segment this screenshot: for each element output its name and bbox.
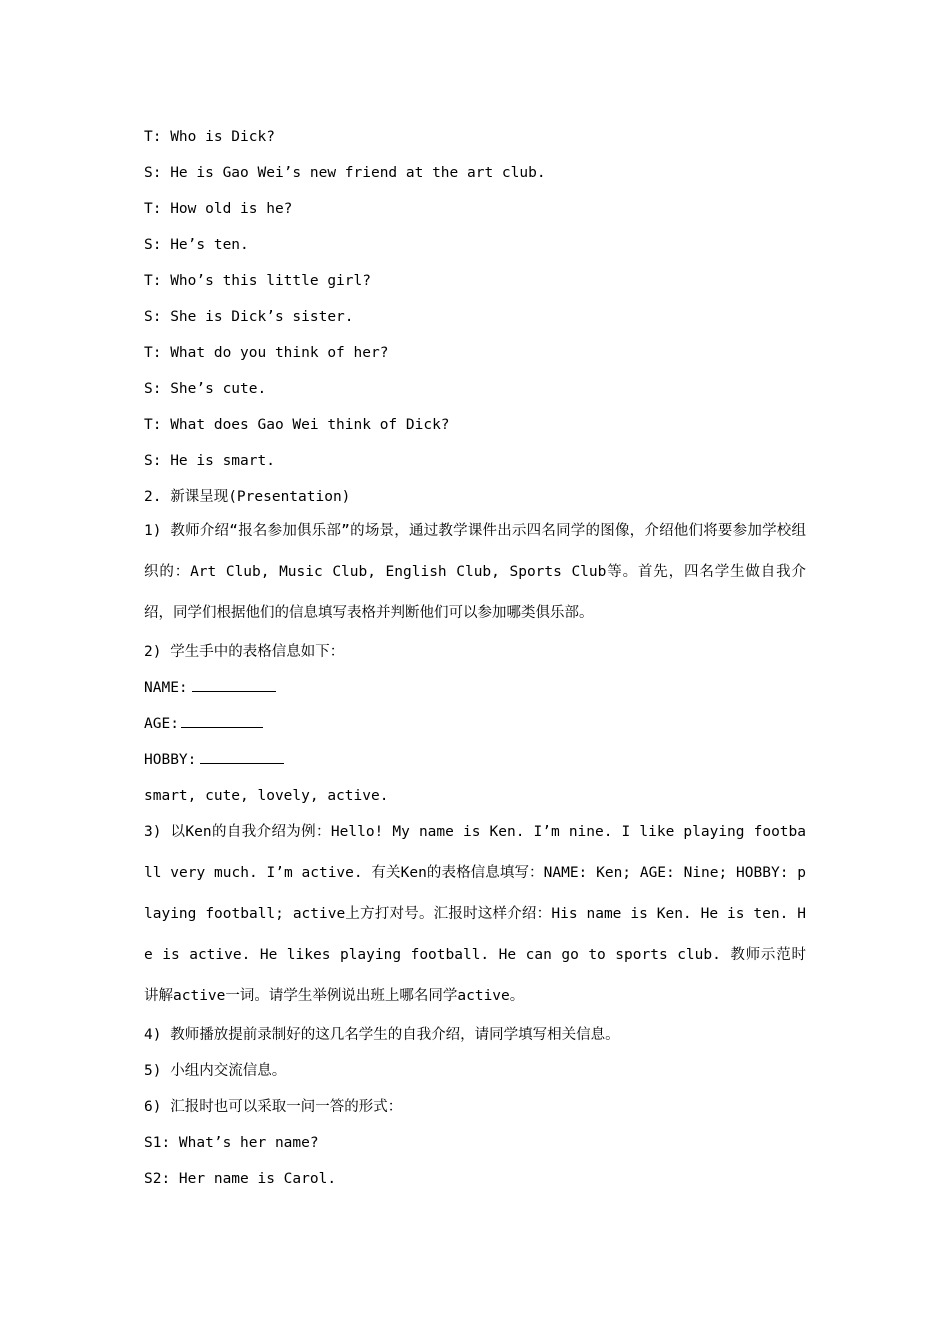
dialogue-line: T: Who’s this little girl? [144,273,371,289]
dialogue-line: T: Who is Dick? [144,129,275,145]
dialogue-line: T: What do you think of her? [144,345,389,361]
step-5-line: 5) 小组内交流信息。 [144,1063,287,1079]
form-age-row [144,706,806,742]
document-page [144,119,806,1197]
form-hobby-row [144,742,806,778]
dialogue-line: S: He is smart. [144,453,275,469]
step-6-line: 6) 汇报时也可以采取一问一答的形式： [144,1099,403,1115]
name-blank [192,677,276,692]
hobby-blank [200,749,284,764]
step-2-line: 2) 学生手中的表格信息如下： [144,644,345,660]
dialogue-line: S: He’s ten. [144,237,249,253]
form-name-row [144,670,806,706]
section-heading: 2. 新课呈现(Presentation) [144,489,351,505]
form-hobby-label: HOBBY: [144,752,197,768]
dialogue-line: S: He is Gao Wei’s new friend at the art club. [144,165,546,181]
dialogue-line: T: What does Gao Wei think of Dick? [144,417,450,433]
form-name-label: NAME: [144,680,188,696]
step-3-paragraph: 3) 以Ken的自我介绍为例：Hello! My name is Ken. I’m nine. I like playing football very much. I’m active. 有关Ken的表格信息填写：NAME: Ken; AGE: Nine; HOBBY: playing football; active上方打对号。汇报时这样介绍：His name is Ken. He is ten. He is active. He likes playing football. He can go to sports club. 教师示范时讲解active一词。请学生举例说出班上哪名同学active。 [144,824,806,1004]
step-4-line: 4) 教师播放提前录制好的这几名学生的自我介绍，请同学填写相关信息。 [144,1027,620,1043]
form-age-label: AGE: [144,716,179,732]
dialogue-line: S2: Her name is Carol. [144,1171,337,1187]
word-options: smart, cute, lovely, active. [144,788,389,804]
dialogue-line: S1: What’s her name? [144,1135,319,1151]
dialogue-line: S: She is Dick’s sister. [144,309,354,325]
dialogue-line: T: How old is he? [144,201,293,217]
step-1-paragraph: 1) 教师介绍“报名参加俱乐部”的场景，通过教学课件出示四名同学的图像，介绍他们将要参加学校组织的：Art Club, Music Club, English Club, Sports Club等。首先，四名学生做自我介绍，同学们根据他们的信息填写表格并判断他们可以参加哪类俱乐部。 [144,523,806,621]
age-blank [181,713,263,728]
dialogue-line: S: She’s cute. [144,381,267,397]
